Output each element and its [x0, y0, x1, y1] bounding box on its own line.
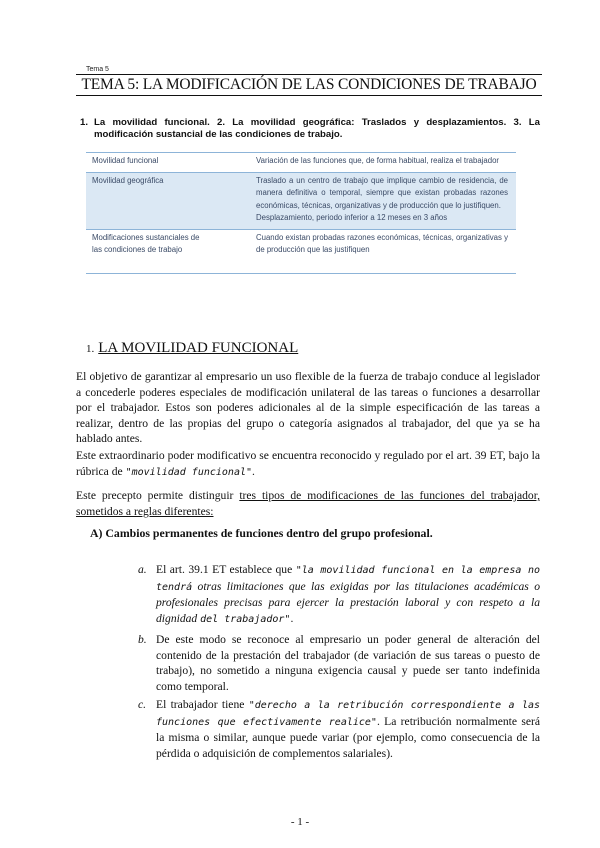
table-cell-description: [250, 172, 516, 229]
list-item-text: De este modo se reconoce al empresario un poder general de alteración del contenido de la prestación del trabajador (de variación de sus tareas o puesto de trabajo), no sometido a ninguna exigencia causal y puede ser tanto indefinida como temporal.: [156, 633, 540, 693]
paragraph-1: El objetivo de garantizar al empresario un uso flexible de la fuerza de trabajo conduce al legislador a concederle poderes especiales de modificación unilateral de las tareas o funciones a desarrollar por el trabajador. Estos son poderes adicionales al de la simple especificación de las tareas a realizar, dentro de las propias del grupo o categoría asignados al trabajador, del que ya se ha hablado antes.: [76, 370, 540, 445]
list-item-end: .: [290, 611, 294, 625]
list-item-quote-end: del trabajador": [200, 613, 291, 625]
subsection-a-heading: A) Cambios permanentes de funciones dentro del grupo profesional.: [90, 526, 433, 540]
list-item-quote: "derecho a la retribución correspondiente a las funciones que efectivamente realice": [156, 700, 541, 728]
page-number: - 1 -: [290, 816, 310, 828]
intro-outline: [80, 117, 540, 141]
list-item: [138, 562, 540, 627]
table-row: [86, 229, 516, 273]
table-cell-description-extra: Desplazamiento, periodo inferior a 12 meses en 3 años: [256, 213, 448, 222]
tema-label: Tema 5: [86, 66, 109, 73]
table-cell-concept-text: Modificaciones sustanciales de las condiciones de trabajo: [92, 232, 200, 254]
table-cell-concept: Movilidad geográfica: [86, 172, 250, 229]
table-row: [86, 172, 516, 229]
list-item: [138, 697, 541, 761]
table-cell-concept: [86, 229, 250, 273]
paragraph-2-quote: "movilidad funcional": [125, 466, 253, 478]
document-title-box: [76, 74, 542, 96]
table-cell-description: Cuando existan probadas razones económicas, técnicas, organizativas y de producción que las justifiquen: [250, 229, 516, 273]
paragraph-2: [76, 448, 540, 480]
paragraph-3: [76, 488, 540, 519]
intro-text: La movilidad funcional. 2. La movilidad geográfica: Traslados y desplazamientos. 3. La modificación sustancial de las condiciones de trabajo.: [94, 117, 540, 140]
section-heading: [86, 340, 298, 357]
section-number: 1.: [86, 343, 95, 355]
table-row: [86, 153, 516, 173]
list-item-text: El trabajador tiene: [156, 698, 249, 711]
intro-number: 1.: [80, 117, 89, 128]
section-title: LA MOVILIDAD FUNCIONAL: [98, 340, 299, 356]
table-cell-description-text: Traslado a un centro de trabajo que implique cambio de residencia, de manera definitiva o temporal, siempre que existan probadas razones económicas, técnicas, organizativas y de producción que lo justifiquen.: [256, 175, 508, 210]
list-item-quote: "la movilidad funcional en la empresa no tendrá: [156, 565, 540, 593]
document-title: TEMA 5: LA MODIFICACIÓN DE LAS CONDICIONES DE TRABAJO: [81, 76, 537, 93]
list-marker: c.: [138, 698, 147, 711]
table-cell-description: Variación de las funciones que, de forma habitual, realiza el trabajador: [250, 153, 516, 173]
paragraph-2-text: Este extraordinario poder modificativo se encuentra reconocido y regulado por el art. 39 ET, bajo la rúbrica de: [76, 449, 540, 478]
list-marker: a.: [138, 563, 147, 576]
list-item-quote-body: otras limitaciones que las exigidas por las titulaciones académicas o profesionales precisas para ejercer la prestación laboral y con respeto a la dignidad: [156, 579, 540, 625]
summary-table: [86, 152, 516, 274]
paragraph-2-end: .: [252, 464, 255, 478]
list-item-text: El art. 39.1 ET establece que: [156, 563, 296, 576]
paragraph-3-underlined: tres tipos de modificaciones de las funciones del trabajador, sometidos a reglas diferentes:: [76, 489, 540, 518]
table-cell-concept: Movilidad funcional: [86, 153, 250, 173]
list-item-end: . La retribución normalmente será la misma o similar, aunque puede variar (por ejemplo, como consecuencia de la pérdida o adquisición de complementos salariales).: [156, 714, 540, 760]
list-item: [138, 632, 540, 694]
paragraph-3-text: Este precepto permite distinguir: [76, 489, 240, 502]
list-marker: b.: [138, 633, 147, 646]
